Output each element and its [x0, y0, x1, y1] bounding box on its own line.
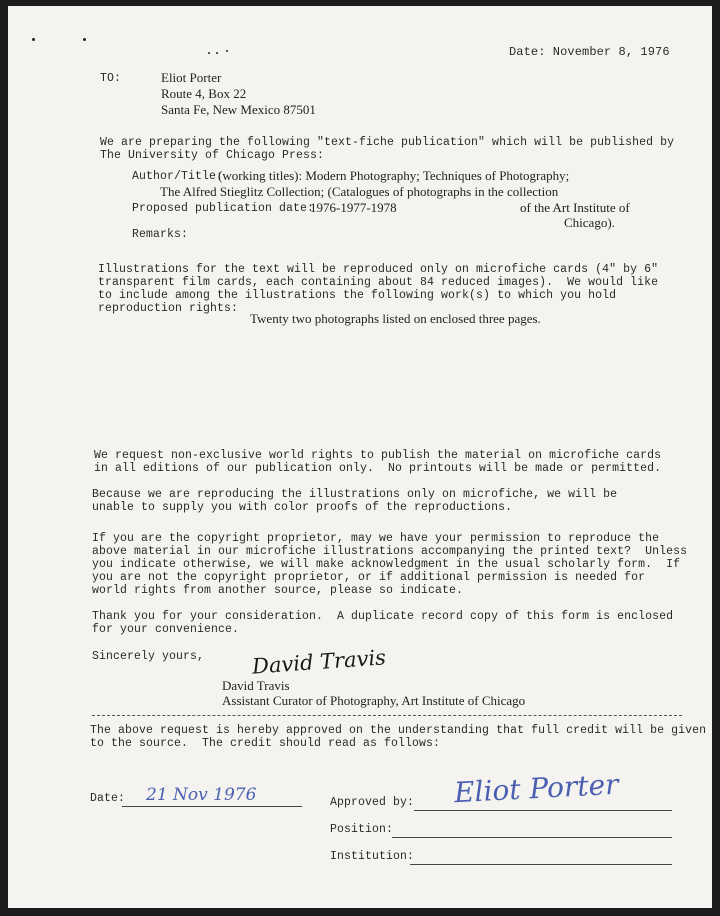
intro-line: We are preparing the following "text-fiche publication" which will be published by	[100, 136, 675, 149]
author-title-value: (working titles): Modern Photography; Techniques of Photography;	[218, 168, 570, 183]
pub-date-value: 1976-1977-1978	[310, 200, 397, 215]
handwritten-date: 21 Nov 1976	[146, 785, 257, 805]
signer-name: David Travis	[222, 678, 290, 693]
divider	[92, 715, 682, 716]
punch-mark	[208, 52, 210, 54]
copyright-line: If you are the copyright proprietor, may we have your permission to reproduce the	[92, 532, 660, 545]
recipient-name: Eliot Porter	[161, 70, 222, 85]
copyright-line: you are not the copyright proprietor, or if additional permission is needed for	[92, 571, 646, 584]
rights-line: We request non-exclusive world rights to publish the material on microfiche cards	[94, 449, 662, 462]
recipient-address: Route 4, Box 22	[161, 86, 247, 101]
letter-page	[8, 6, 712, 908]
letter-date: Date: November 8, 1976	[509, 45, 670, 59]
illustrations-line: Illustrations for the text will be reproduced only on microfiche cards (4" by 6"	[98, 263, 659, 276]
punch-mark	[32, 38, 35, 41]
title-line-2: The Alfred Stieglitz Collection; (Catalogues of photographs in the collection	[160, 184, 559, 199]
punch-mark	[216, 52, 218, 54]
copyright-line: you indicate otherwise, we will make acknowledgment in the usual scholarly form. If	[92, 558, 681, 571]
thanks-line: for your convenience.	[92, 623, 240, 636]
author-title-label: Author/Title:	[132, 170, 224, 183]
punch-mark	[83, 38, 86, 41]
color-line: unable to supply you with color proofs of the reproductions.	[92, 501, 513, 514]
recipient-city: Santa Fe, New Mexico 87501	[161, 102, 316, 117]
title-line-4: Chicago).	[564, 215, 615, 230]
approval-line: to the source. The credit should read as follows:	[90, 737, 441, 750]
pub-date-label: Proposed publication date:	[132, 202, 315, 215]
punch-mark	[226, 50, 228, 52]
remarks-label: Remarks:	[132, 228, 189, 241]
to-label: TO:	[100, 72, 122, 85]
position-line[interactable]	[392, 837, 672, 838]
travis-signature: David Travis	[251, 645, 387, 679]
illustrations-line: reproduction rights:	[98, 302, 239, 315]
intro-line: The University of Chicago Press:	[100, 149, 325, 162]
thanks-line: Thank you for your consideration. A duplicate record copy of this form is enclosed	[92, 610, 674, 623]
title-line-3: of the Art Institute of	[520, 200, 630, 215]
position-label: Position:	[330, 823, 394, 836]
closing: Sincerely yours,	[92, 650, 205, 663]
institution-line[interactable]	[410, 864, 672, 865]
color-line: Because we are reproducing the illustrations only on microfiche, we will be	[92, 488, 618, 501]
copyright-line: above material in our microfiche illustrations accompanying the printed text? Unless	[92, 545, 688, 558]
illustrations-line: to include among the illustrations the following work(s) to which you hold	[98, 289, 617, 302]
approved-by-line[interactable]	[414, 810, 672, 811]
approved-by-label: Approved by:	[330, 796, 415, 809]
institution-label: Institution:	[330, 850, 415, 863]
date-label: Date:	[90, 792, 126, 805]
works-description: Twenty two photographs listed on enclosed three pages.	[250, 311, 541, 326]
approval-line: The above request is hereby approved on the understanding that full credit will be given	[90, 724, 707, 737]
porter-signature: Eliot Porter	[453, 767, 620, 810]
illustrations-line: transparent film cards, each containing about 84 reduced images). We would like	[98, 276, 659, 289]
signer-title: Assistant Curator of Photography, Art Institute of Chicago	[222, 693, 526, 708]
copyright-line: world rights from another source, please so indicate.	[92, 584, 464, 597]
rights-line: in all editions of our publication only. No printouts will be made or permitted.	[94, 462, 662, 475]
date-field-line[interactable]	[122, 806, 302, 807]
